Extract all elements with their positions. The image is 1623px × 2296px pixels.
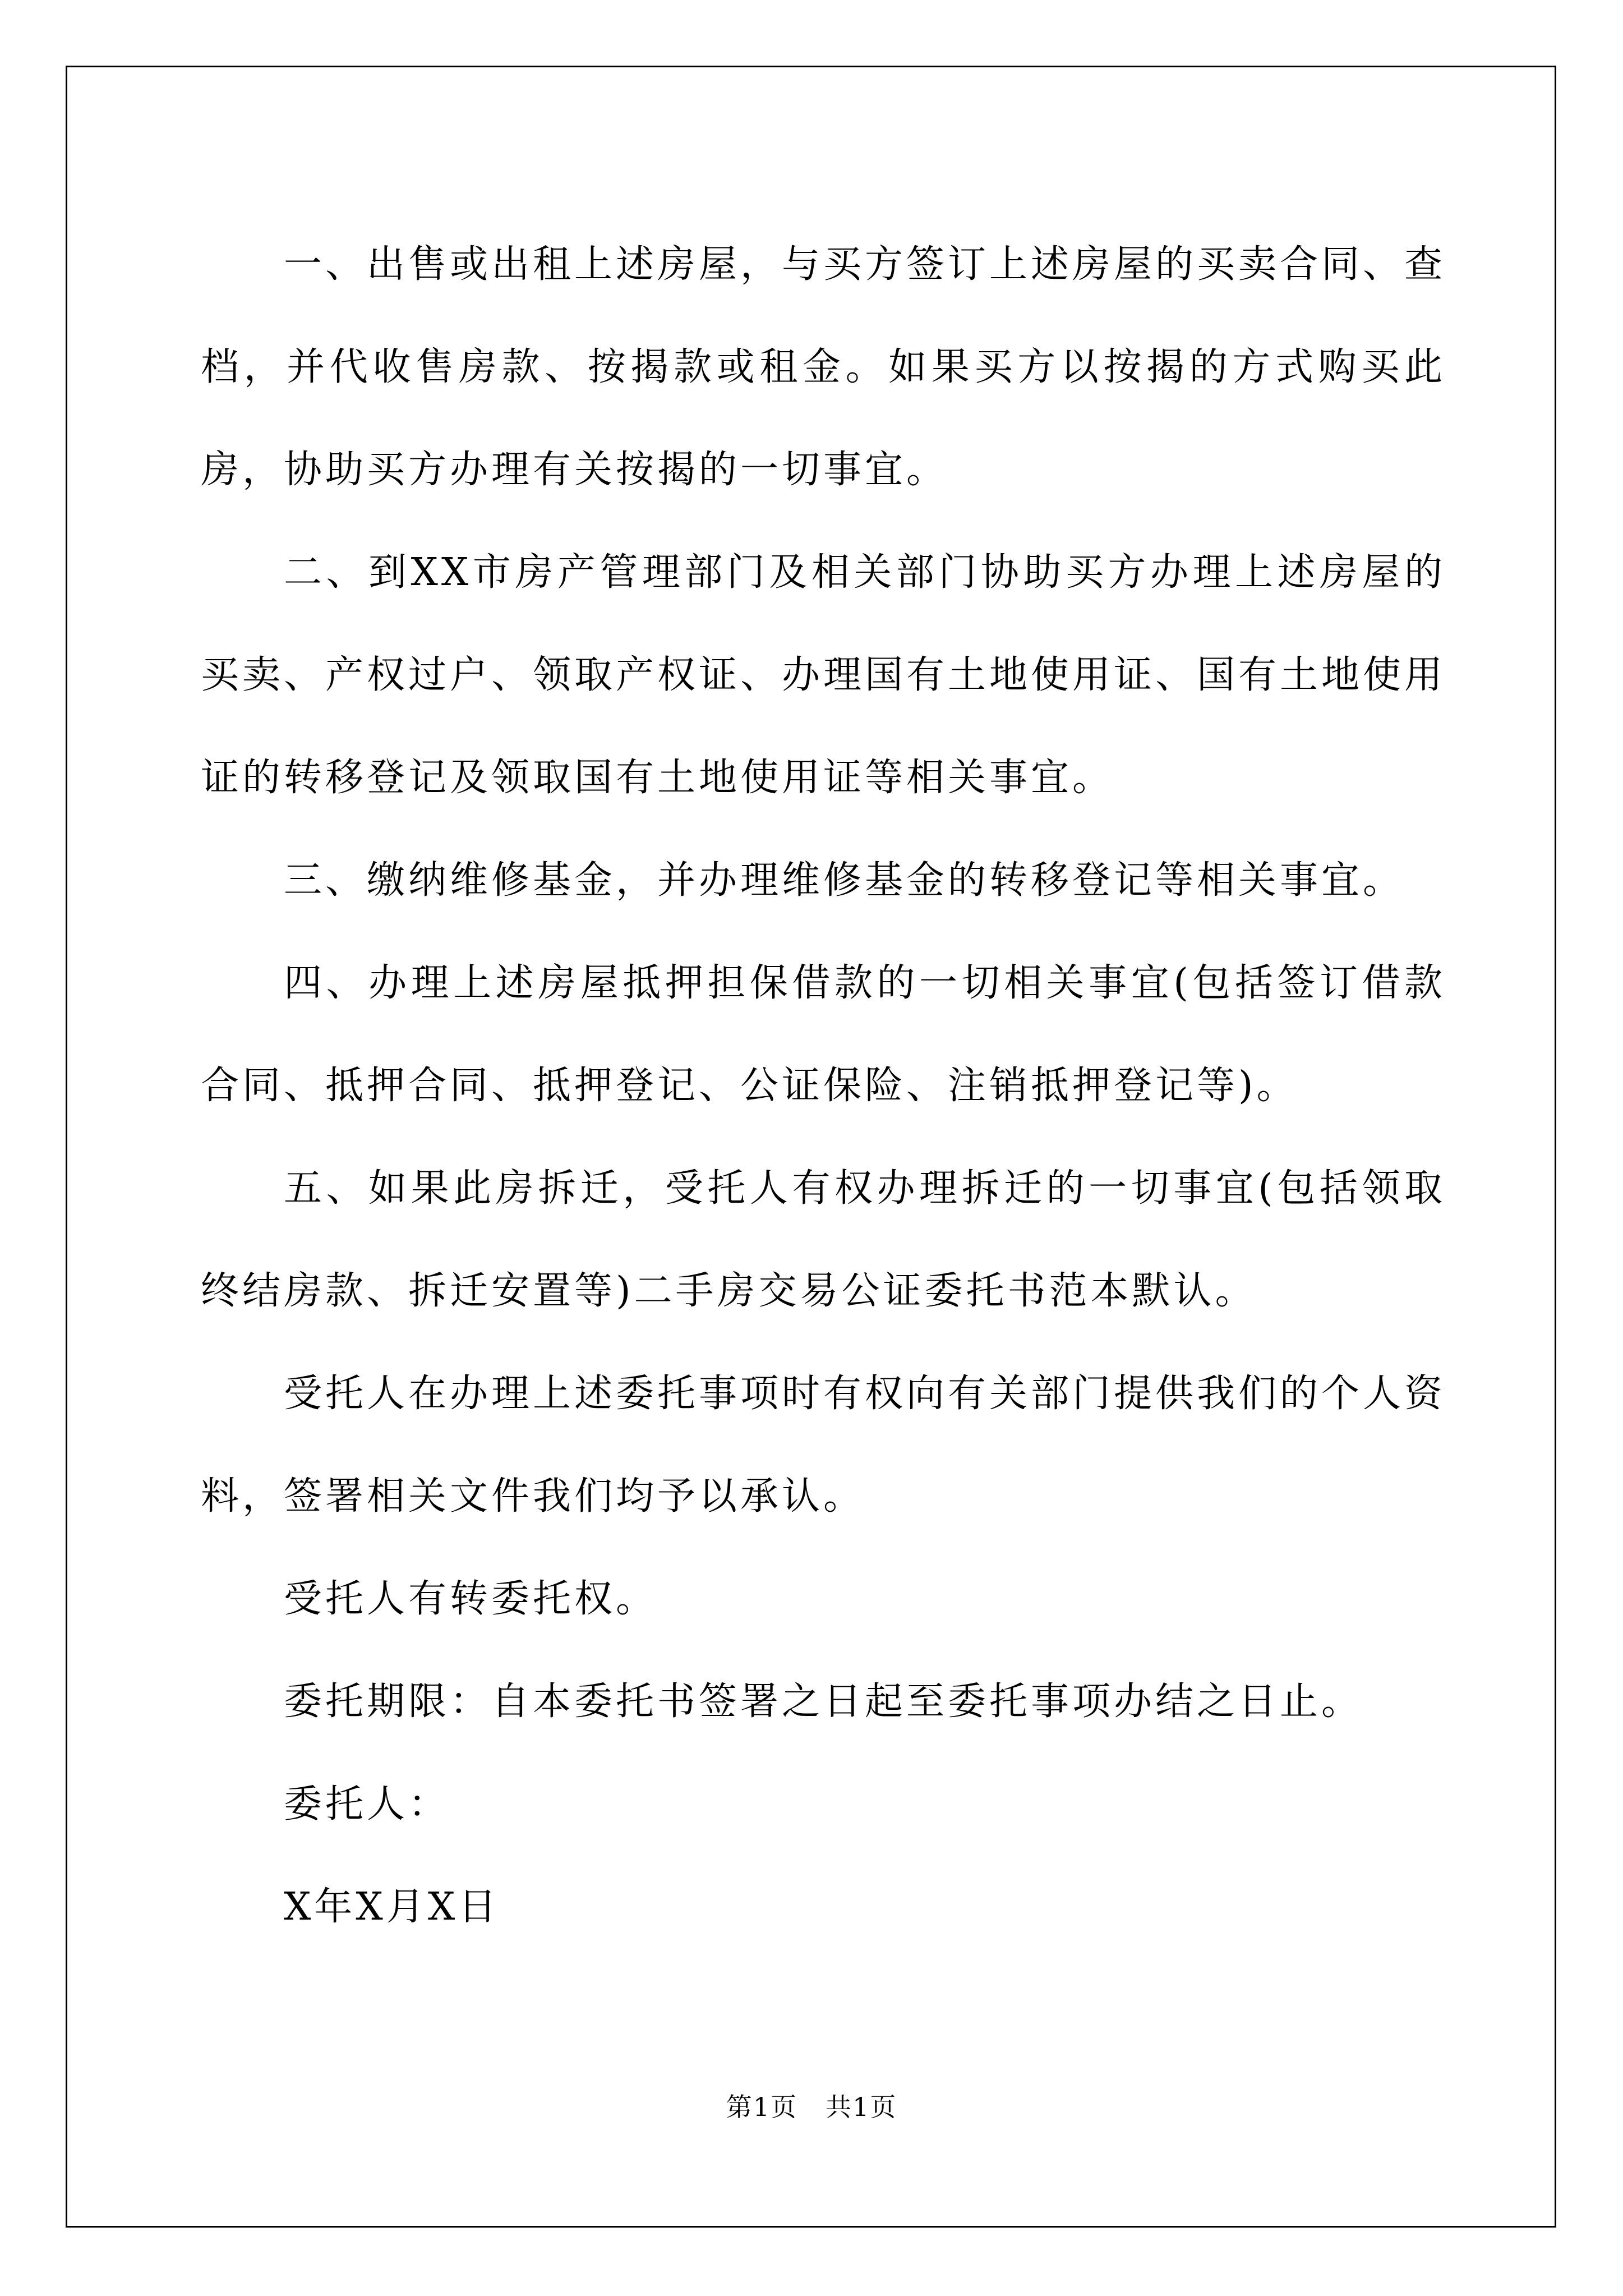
paragraph-3: 三、缴纳维修基金，并办理维修基金的转移登记等相关事宜。 <box>284 858 1405 903</box>
paragraph-4: 四、办理上述房屋抵押担保借款的一切相关事宜(包括签订借款合同、抵押合同、抵押登记、公证保险、注销抵押登记等)。 <box>201 961 1446 1108</box>
paragraph-1: 一、出售或出租上述房屋，与买方签订上述房屋的买卖合同、查档，并代收售房款、按揭款或租金。如果买方以按揭的方式购买此房，协助买方办理有关按揭的一切事宜。 <box>201 242 1446 492</box>
document-body <box>201 213 1446 1958</box>
paragraph-8: 委托期限：自本委托书签署之日起至委托事项办结之日止。 <box>284 1680 1363 1724</box>
paragraph-2: 二、到XX市房产管理部门及相关部门协助买方办理上述房屋的买卖、产权过户、领取产权证、办理国有土地使用证、国有土地使用证的转移登记及领取国有土地使用证等相关事宜。 <box>201 550 1446 800</box>
page-footer <box>0 2087 1623 2124</box>
paragraph-9: 委托人： <box>284 1782 450 1826</box>
page-total-label: 共1页 <box>826 2092 897 2122</box>
page-number-label: 第1页 <box>726 2092 797 2122</box>
paragraph-6: 受托人在办理上述委托事项时有权向有关部门提供我们的个人资料，签署相关文件我们均予以承认。 <box>201 1372 1446 1519</box>
paragraph-5: 五、如果此房拆迁，受托人有权办理拆迁的一切事宜(包括领取终结房款、拆迁安置等)二手房交易公证委托书范本默认。 <box>201 1166 1446 1313</box>
paragraph-7: 受托人有转委托权。 <box>284 1577 658 1621</box>
paragraph-10: X年X月X日 <box>284 1885 500 1929</box>
